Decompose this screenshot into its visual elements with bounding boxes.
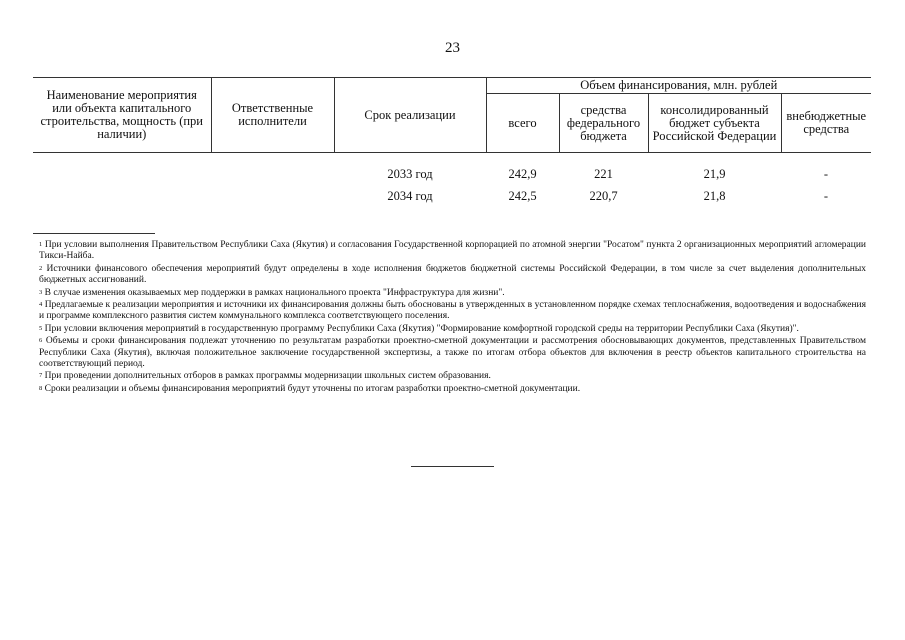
footnote-number: 1 <box>39 241 43 248</box>
table-row <box>33 185 871 207</box>
footnote <box>39 264 866 287</box>
footnote-text: Объемы и сроки финансирования подлежат уточнению по результатам разработки проектно-сметной документации и рассмотрения обосновывающих документов, представленных Правительством Республики Саха (Якутия), включая положительное заключение государственной экспертизы, а также по итогам отбора объектов для включения в реестр объектов капитального строительства на соответствующий период. <box>39 336 866 370</box>
footnotes <box>39 240 866 396</box>
header-extra: внебюджетные средства <box>781 94 871 153</box>
header-regional: консолидированный бюджет субъекта Российской Федерации <box>648 94 781 153</box>
footnote-number: 8 <box>39 384 43 392</box>
end-of-section-rule <box>411 466 494 467</box>
footnote-number: 5 <box>39 324 43 332</box>
footnote-text: Сроки реализации и объемы финансирования мероприятий будут уточнены по итогам разработки проектно-сметной документации. <box>44 383 581 394</box>
header-total: всего <box>486 94 559 153</box>
footnote <box>39 336 866 370</box>
header-funding-group: Объем финансирования, млн. рублей <box>486 78 871 94</box>
footnote-number: 3 <box>39 288 43 296</box>
page-number: 23 <box>445 40 460 56</box>
footnote-text: При условии включения мероприятий в государственную программу Республики Саха (Якутия) "Формирование комфортной городской среды на территории Республики Саха (Якутия)". <box>44 323 799 334</box>
cell-federal: 221 <box>594 166 613 181</box>
footnote <box>39 288 866 299</box>
footnote <box>39 384 866 395</box>
footnote-text: При проведении дополнительных отборов в рамках программы модернизации школьных систем образования. <box>44 371 491 382</box>
footnote <box>39 371 866 382</box>
footnote <box>39 240 866 263</box>
cell-name <box>33 163 211 185</box>
header-executors: Ответственные исполнители <box>211 78 334 153</box>
table-row <box>33 163 871 185</box>
footnote-text: Источники финансового обеспечения мероприятий будут определены в ходе исполнения бюджетов бюджетной системы Российской Федерации, в том числе за счет выделения дополнительных бюджетных ассигнований. <box>39 263 866 286</box>
footnote-text: При условии выполнения Правительством Республики Саха (Якутия) и согласования Государственной корпорацией по атомной энергии "Росатом" пункта 2 организационных мероприятий агломерации Тикси-Найба. <box>39 240 867 262</box>
footnote-text: Предлагаемые к реализации мероприятия и источники их финансирования должны быть обоснованы в утвержденных в установленном порядке схемах теплоснабжения, водоотведения и водоснабжения и программе комплексного развития систем коммунального комплекса соответствующего поселения. <box>39 300 866 322</box>
footnote <box>39 324 866 335</box>
footnote-number: 2 <box>39 264 43 272</box>
cell-extra: - <box>823 166 829 181</box>
cell-federal: 220,7 <box>589 188 618 203</box>
footnote-text: В случае изменения оказываемых мер поддержки в рамках национального проекта "Инфраструктура для жизни". <box>44 287 505 298</box>
header-period: Срок реализации <box>334 78 486 153</box>
cell-period: 2033 год <box>387 166 433 181</box>
cell-regional: 21,9 <box>703 166 726 181</box>
footnote <box>39 300 866 323</box>
header-federal: средства федерального бюджета <box>559 94 648 153</box>
footnote-separator <box>33 233 155 234</box>
financing-table <box>33 77 871 207</box>
footnote-number: 4 <box>39 301 43 309</box>
cell-regional: 21,8 <box>703 188 726 203</box>
footnote-number: 6 <box>39 337 43 345</box>
cell-total: 242,5 <box>508 188 537 203</box>
cell-extra: - <box>823 188 829 203</box>
cell-executors <box>211 163 334 185</box>
cell-total: 242,9 <box>508 166 537 181</box>
cell-period: 2034 год <box>387 188 433 203</box>
footnote-number: 7 <box>39 372 43 380</box>
cell-executors <box>211 185 334 207</box>
header-name: Наименование мероприятия или объекта капитального строительства, мощность (при наличии) <box>33 78 211 153</box>
cell-name <box>33 185 211 207</box>
